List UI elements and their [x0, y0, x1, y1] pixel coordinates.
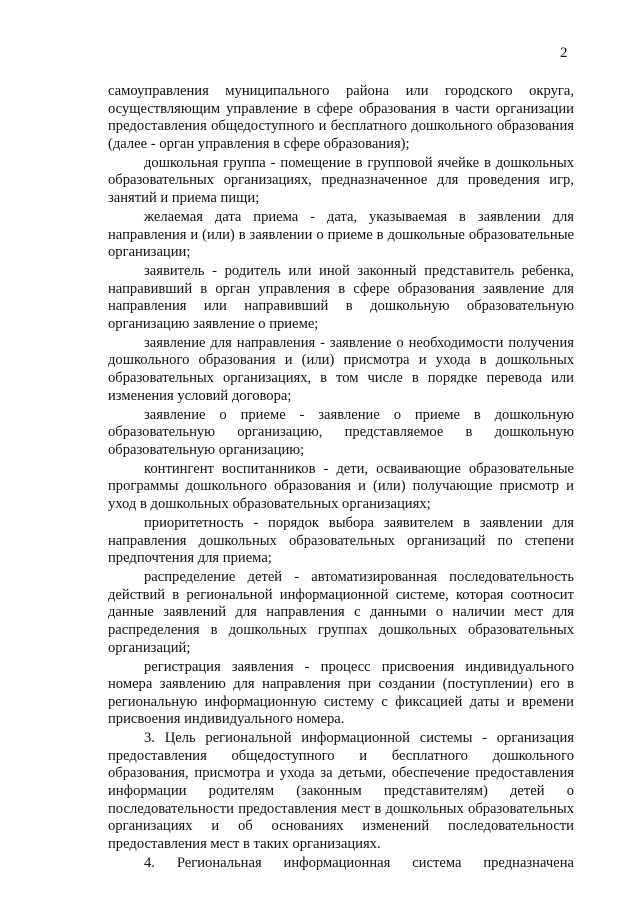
document-body	[108, 83, 574, 874]
definition-priority: приоритетность - порядок выбора заявителем в заявлении для направления дошкольных образовательных организаций по степени предпочтения для приема;	[108, 514, 574, 567]
definition-children-distribution: распределение детей - автоматизированная последовательность действий в региональной информационной системе, которая соотносит данные заявлений для направления с данными о наличии мест для распределения в дошкольных группах дошкольных образовательных организаций;	[108, 569, 574, 656]
definition-applicant: заявитель - родитель или иной законный представитель ребенка, направивший в орган управления в сфере образования заявление для направления или направивший в дошкольную образовательную организацию заявление о приеме;	[108, 263, 574, 332]
page-number: 2	[560, 45, 568, 61]
definition-pupil-contingent: контингент воспитанников - дети, осваивающие образовательные программы дошкольного образования и (или) получающие присмотр и уход в дошкольных образовательных организациях;	[108, 460, 574, 512]
definition-referral-application: заявление для направления - заявление о необходимости получения дошкольного образования и (или) присмотра и ухода в дошкольных образовательных организациях, в том числе в порядке перевода или изменения условий договора;	[108, 334, 574, 404]
section-3-system-purpose: 3. Цель региональной информационной системы - организация предоставления общедоступного и бесплатного дошкольного образования, присмотра и ухода за детьми, обеспечение предоставления информации родителям (законным представителям) детей о последовательности предоставления мест в дошкольных образовательных организациях и об основаниях изменений последовательности предоставления мест в таких организациях.	[108, 730, 574, 852]
definition-desired-admission-date: желаемая дата приема - дата, указываемая в заявлении для направления и (или) в заявлении о приеме в дошкольные образовательные организации;	[108, 208, 574, 261]
section-4-system-designation: 4. Региональная информационная система предназначена	[144, 854, 574, 871]
definition-preschool-group: дошкольная группа - помещение в групповой ячейке в дошкольных образовательных организациях, предназначенное для проведения игр, занятий и приема пищи;	[108, 154, 574, 206]
definition-application-registration: регистрация заявления - процесс присвоения индивидуального номера заявлению для направления при создании (поступлении) его в региональную информационную систему с фиксацией даты и времени присвоения индивидуального номера.	[108, 658, 574, 728]
definition-admission-application: заявление о приеме - заявление о приеме в дошкольную образовательную организацию, представляемое в дошкольную образовательную организацию;	[108, 406, 574, 458]
paragraph-continuation: самоуправления муниципального района или городского округа, осуществляющим управление в сфере образования в части организации предоставления общедоступного и бесплатного дошкольного образования (далее - орган управления в сфере образования);	[108, 83, 574, 152]
